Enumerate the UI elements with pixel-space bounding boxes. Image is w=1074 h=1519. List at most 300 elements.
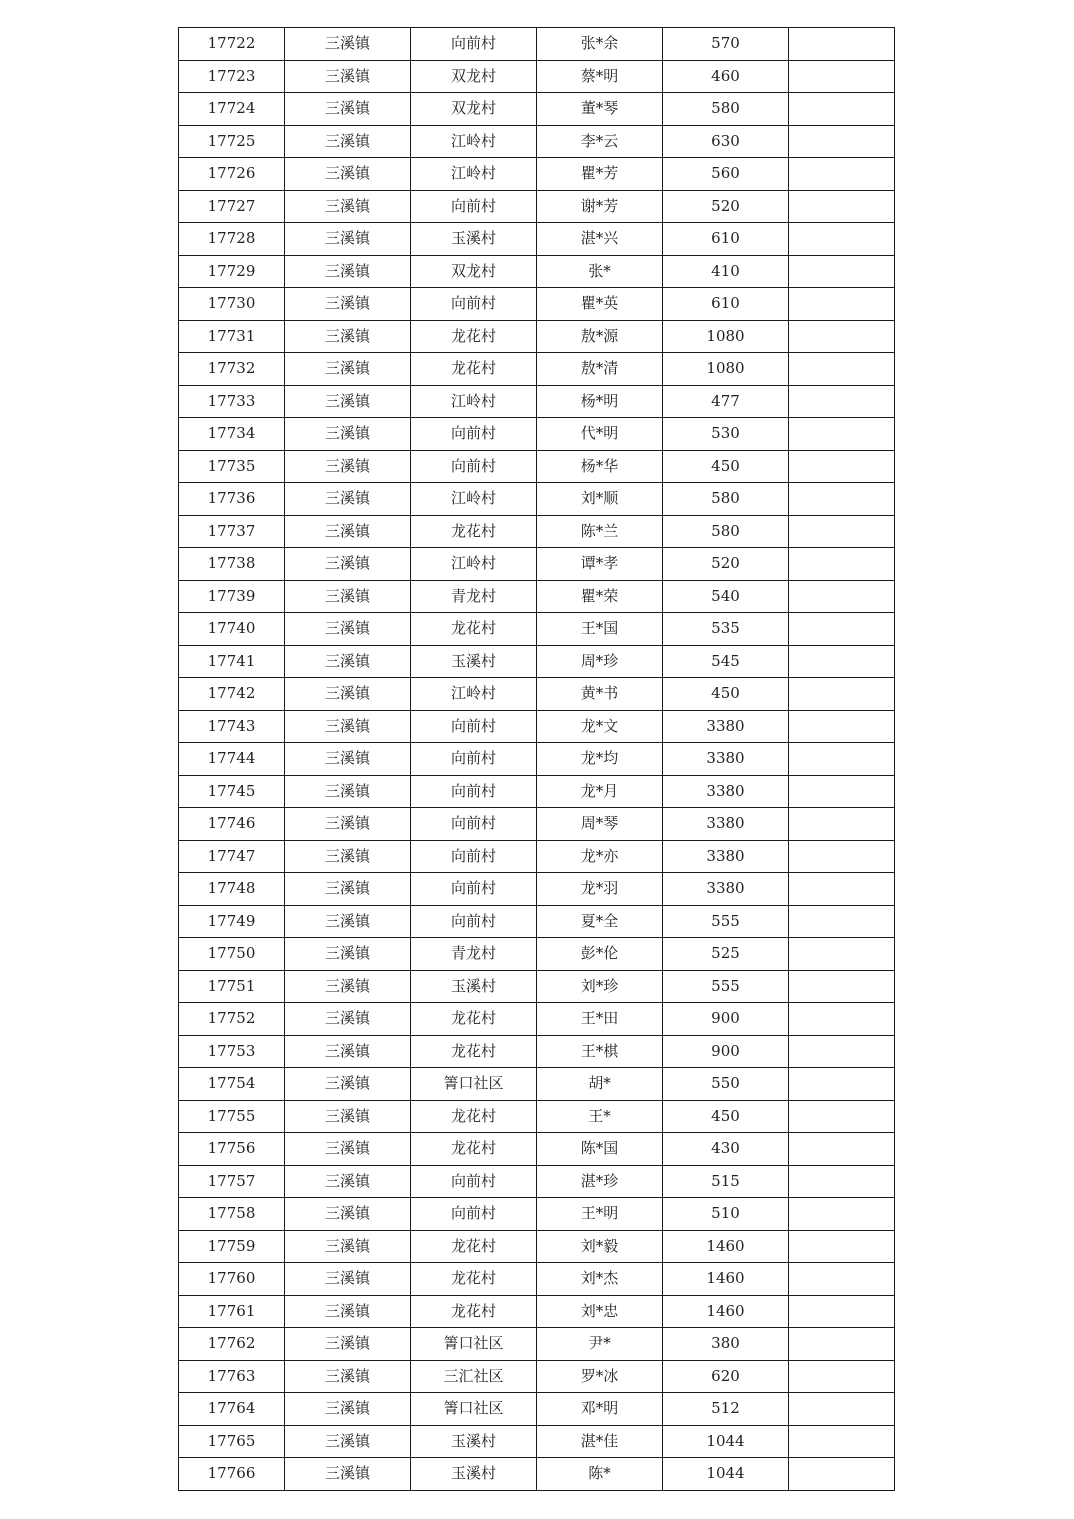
table-row xyxy=(179,385,895,418)
village-cell: 向前村 xyxy=(411,873,537,906)
serial-number-cell: 17751 xyxy=(179,970,285,1003)
remarks-cell xyxy=(789,223,895,256)
table-row xyxy=(179,1295,895,1328)
table-row xyxy=(179,1230,895,1263)
name-cell: 蔡*明 xyxy=(537,60,663,93)
serial-number-cell: 17724 xyxy=(179,93,285,126)
name-cell: 张*余 xyxy=(537,28,663,61)
town-cell: 三溪镇 xyxy=(285,808,411,841)
name-cell: 张* xyxy=(537,255,663,288)
serial-number-cell: 17747 xyxy=(179,840,285,873)
table-row xyxy=(179,873,895,906)
remarks-cell xyxy=(789,93,895,126)
village-cell: 向前村 xyxy=(411,418,537,451)
village-cell: 双龙村 xyxy=(411,60,537,93)
amount-cell: 3380 xyxy=(663,743,789,776)
village-cell: 青龙村 xyxy=(411,938,537,971)
serial-number-cell: 17764 xyxy=(179,1393,285,1426)
village-cell: 玉溪村 xyxy=(411,1425,537,1458)
remarks-cell xyxy=(789,1230,895,1263)
table-row xyxy=(179,743,895,776)
table-row xyxy=(179,775,895,808)
serial-number-cell: 17753 xyxy=(179,1035,285,1068)
name-cell: 瞿*英 xyxy=(537,288,663,321)
serial-number-cell: 17742 xyxy=(179,678,285,711)
village-cell: 龙花村 xyxy=(411,1133,537,1166)
remarks-cell xyxy=(789,1263,895,1296)
town-cell: 三溪镇 xyxy=(285,385,411,418)
amount-cell: 540 xyxy=(663,580,789,613)
town-cell: 三溪镇 xyxy=(285,158,411,191)
amount-cell: 430 xyxy=(663,1133,789,1166)
serial-number-cell: 17763 xyxy=(179,1360,285,1393)
town-cell: 三溪镇 xyxy=(285,1198,411,1231)
table-row xyxy=(179,710,895,743)
town-cell: 三溪镇 xyxy=(285,1165,411,1198)
serial-number-cell: 17734 xyxy=(179,418,285,451)
town-cell: 三溪镇 xyxy=(285,1100,411,1133)
amount-cell: 3380 xyxy=(663,808,789,841)
village-cell: 箐口社区 xyxy=(411,1328,537,1361)
town-cell: 三溪镇 xyxy=(285,515,411,548)
amount-cell: 1080 xyxy=(663,320,789,353)
town-cell: 三溪镇 xyxy=(285,548,411,581)
table-row xyxy=(179,645,895,678)
name-cell: 龙*均 xyxy=(537,743,663,776)
village-cell: 三汇社区 xyxy=(411,1360,537,1393)
remarks-cell xyxy=(789,970,895,1003)
remarks-cell xyxy=(789,678,895,711)
village-cell: 向前村 xyxy=(411,450,537,483)
table-row xyxy=(179,1165,895,1198)
amount-cell: 570 xyxy=(663,28,789,61)
village-cell: 向前村 xyxy=(411,775,537,808)
remarks-cell xyxy=(789,255,895,288)
remarks-cell xyxy=(789,385,895,418)
name-cell: 夏*全 xyxy=(537,905,663,938)
village-cell: 江岭村 xyxy=(411,548,537,581)
remarks-cell xyxy=(789,450,895,483)
serial-number-cell: 17730 xyxy=(179,288,285,321)
serial-number-cell: 17731 xyxy=(179,320,285,353)
remarks-cell xyxy=(789,1003,895,1036)
table-row xyxy=(179,223,895,256)
amount-cell: 525 xyxy=(663,938,789,971)
serial-number-cell: 17732 xyxy=(179,353,285,386)
name-cell: 刘*忠 xyxy=(537,1295,663,1328)
amount-cell: 1460 xyxy=(663,1230,789,1263)
table-row xyxy=(179,1100,895,1133)
serial-number-cell: 17749 xyxy=(179,905,285,938)
serial-number-cell: 17743 xyxy=(179,710,285,743)
village-cell: 玉溪村 xyxy=(411,970,537,1003)
amount-cell: 520 xyxy=(663,190,789,223)
table-row xyxy=(179,1198,895,1231)
table-row xyxy=(179,1068,895,1101)
serial-number-cell: 17735 xyxy=(179,450,285,483)
table-row xyxy=(179,970,895,1003)
name-cell: 李*云 xyxy=(537,125,663,158)
table-row xyxy=(179,580,895,613)
village-cell: 向前村 xyxy=(411,1165,537,1198)
town-cell: 三溪镇 xyxy=(285,320,411,353)
serial-number-cell: 17758 xyxy=(179,1198,285,1231)
table-body xyxy=(179,28,895,1491)
name-cell: 谭*孝 xyxy=(537,548,663,581)
village-cell: 向前村 xyxy=(411,190,537,223)
table-row xyxy=(179,450,895,483)
remarks-cell xyxy=(789,1068,895,1101)
town-cell: 三溪镇 xyxy=(285,1360,411,1393)
name-cell: 黄*书 xyxy=(537,678,663,711)
town-cell: 三溪镇 xyxy=(285,1230,411,1263)
amount-cell: 900 xyxy=(663,1035,789,1068)
name-cell: 龙*月 xyxy=(537,775,663,808)
town-cell: 三溪镇 xyxy=(285,678,411,711)
amount-cell: 380 xyxy=(663,1328,789,1361)
village-cell: 龙花村 xyxy=(411,353,537,386)
town-cell: 三溪镇 xyxy=(285,1068,411,1101)
name-cell: 瞿*荣 xyxy=(537,580,663,613)
town-cell: 三溪镇 xyxy=(285,1035,411,1068)
amount-cell: 460 xyxy=(663,60,789,93)
table-row xyxy=(179,1393,895,1426)
amount-cell: 1044 xyxy=(663,1425,789,1458)
serial-number-cell: 17741 xyxy=(179,645,285,678)
serial-number-cell: 17725 xyxy=(179,125,285,158)
table-row xyxy=(179,1263,895,1296)
amount-cell: 535 xyxy=(663,613,789,646)
serial-number-cell: 17737 xyxy=(179,515,285,548)
village-cell: 向前村 xyxy=(411,710,537,743)
remarks-cell xyxy=(789,645,895,678)
serial-number-cell: 17759 xyxy=(179,1230,285,1263)
name-cell: 陈*兰 xyxy=(537,515,663,548)
amount-cell: 555 xyxy=(663,970,789,1003)
amount-cell: 410 xyxy=(663,255,789,288)
amount-cell: 555 xyxy=(663,905,789,938)
town-cell: 三溪镇 xyxy=(285,288,411,321)
village-cell: 箐口社区 xyxy=(411,1068,537,1101)
name-cell: 罗*冰 xyxy=(537,1360,663,1393)
table-row xyxy=(179,93,895,126)
amount-cell: 1080 xyxy=(663,353,789,386)
name-cell: 王*明 xyxy=(537,1198,663,1231)
town-cell: 三溪镇 xyxy=(285,905,411,938)
remarks-cell xyxy=(789,1458,895,1491)
subsidy-table xyxy=(178,27,895,1491)
serial-number-cell: 17722 xyxy=(179,28,285,61)
amount-cell: 3380 xyxy=(663,840,789,873)
name-cell: 周*珍 xyxy=(537,645,663,678)
town-cell: 三溪镇 xyxy=(285,255,411,288)
name-cell: 龙*亦 xyxy=(537,840,663,873)
village-cell: 江岭村 xyxy=(411,483,537,516)
remarks-cell xyxy=(789,938,895,971)
serial-number-cell: 17740 xyxy=(179,613,285,646)
amount-cell: 580 xyxy=(663,93,789,126)
village-cell: 向前村 xyxy=(411,905,537,938)
village-cell: 江岭村 xyxy=(411,125,537,158)
town-cell: 三溪镇 xyxy=(285,1133,411,1166)
table-row xyxy=(179,1425,895,1458)
town-cell: 三溪镇 xyxy=(285,418,411,451)
remarks-cell xyxy=(789,710,895,743)
town-cell: 三溪镇 xyxy=(285,1295,411,1328)
amount-cell: 3380 xyxy=(663,775,789,808)
table-row xyxy=(179,190,895,223)
name-cell: 王*棋 xyxy=(537,1035,663,1068)
town-cell: 三溪镇 xyxy=(285,613,411,646)
village-cell: 江岭村 xyxy=(411,385,537,418)
table-row xyxy=(179,1035,895,1068)
serial-number-cell: 17755 xyxy=(179,1100,285,1133)
name-cell: 代*明 xyxy=(537,418,663,451)
village-cell: 江岭村 xyxy=(411,678,537,711)
village-cell: 向前村 xyxy=(411,840,537,873)
name-cell: 龙*文 xyxy=(537,710,663,743)
remarks-cell xyxy=(789,1198,895,1231)
town-cell: 三溪镇 xyxy=(285,645,411,678)
remarks-cell xyxy=(789,1425,895,1458)
name-cell: 陈* xyxy=(537,1458,663,1491)
table-row xyxy=(179,1003,895,1036)
remarks-cell xyxy=(789,613,895,646)
serial-number-cell: 17727 xyxy=(179,190,285,223)
name-cell: 周*琴 xyxy=(537,808,663,841)
table-row xyxy=(179,255,895,288)
village-cell: 江岭村 xyxy=(411,158,537,191)
name-cell: 王*田 xyxy=(537,1003,663,1036)
remarks-cell xyxy=(789,580,895,613)
village-cell: 向前村 xyxy=(411,808,537,841)
table-row xyxy=(179,515,895,548)
amount-cell: 560 xyxy=(663,158,789,191)
table-row xyxy=(179,1133,895,1166)
amount-cell: 512 xyxy=(663,1393,789,1426)
name-cell: 龙*羽 xyxy=(537,873,663,906)
town-cell: 三溪镇 xyxy=(285,60,411,93)
town-cell: 三溪镇 xyxy=(285,1425,411,1458)
remarks-cell xyxy=(789,873,895,906)
serial-number-cell: 17748 xyxy=(179,873,285,906)
town-cell: 三溪镇 xyxy=(285,710,411,743)
remarks-cell xyxy=(789,1360,895,1393)
village-cell: 龙花村 xyxy=(411,1100,537,1133)
remarks-cell xyxy=(789,60,895,93)
remarks-cell xyxy=(789,1328,895,1361)
remarks-cell xyxy=(789,840,895,873)
remarks-cell xyxy=(789,515,895,548)
remarks-cell xyxy=(789,125,895,158)
town-cell: 三溪镇 xyxy=(285,353,411,386)
remarks-cell xyxy=(789,775,895,808)
amount-cell: 515 xyxy=(663,1165,789,1198)
amount-cell: 450 xyxy=(663,1100,789,1133)
town-cell: 三溪镇 xyxy=(285,938,411,971)
village-cell: 龙花村 xyxy=(411,1230,537,1263)
amount-cell: 620 xyxy=(663,1360,789,1393)
town-cell: 三溪镇 xyxy=(285,775,411,808)
remarks-cell xyxy=(789,158,895,191)
amount-cell: 610 xyxy=(663,223,789,256)
village-cell: 龙花村 xyxy=(411,1295,537,1328)
serial-number-cell: 17752 xyxy=(179,1003,285,1036)
table-row xyxy=(179,808,895,841)
table-row xyxy=(179,288,895,321)
remarks-cell xyxy=(789,1100,895,1133)
serial-number-cell: 17733 xyxy=(179,385,285,418)
amount-cell: 1044 xyxy=(663,1458,789,1491)
remarks-cell xyxy=(789,353,895,386)
serial-number-cell: 17762 xyxy=(179,1328,285,1361)
remarks-cell xyxy=(789,1295,895,1328)
name-cell: 杨*华 xyxy=(537,450,663,483)
village-cell: 双龙村 xyxy=(411,255,537,288)
village-cell: 龙花村 xyxy=(411,1003,537,1036)
town-cell: 三溪镇 xyxy=(285,1003,411,1036)
amount-cell: 900 xyxy=(663,1003,789,1036)
serial-number-cell: 17766 xyxy=(179,1458,285,1491)
amount-cell: 530 xyxy=(663,418,789,451)
town-cell: 三溪镇 xyxy=(285,970,411,1003)
amount-cell: 550 xyxy=(663,1068,789,1101)
village-cell: 龙花村 xyxy=(411,613,537,646)
table-row xyxy=(179,125,895,158)
serial-number-cell: 17754 xyxy=(179,1068,285,1101)
remarks-cell xyxy=(789,1393,895,1426)
name-cell: 杨*明 xyxy=(537,385,663,418)
village-cell: 向前村 xyxy=(411,288,537,321)
amount-cell: 450 xyxy=(663,678,789,711)
remarks-cell xyxy=(789,1133,895,1166)
amount-cell: 1460 xyxy=(663,1295,789,1328)
town-cell: 三溪镇 xyxy=(285,1263,411,1296)
town-cell: 三溪镇 xyxy=(285,873,411,906)
remarks-cell xyxy=(789,288,895,321)
amount-cell: 477 xyxy=(663,385,789,418)
town-cell: 三溪镇 xyxy=(285,580,411,613)
amount-cell: 450 xyxy=(663,450,789,483)
village-cell: 龙花村 xyxy=(411,1263,537,1296)
village-cell: 双龙村 xyxy=(411,93,537,126)
table-row xyxy=(179,613,895,646)
name-cell: 谢*芳 xyxy=(537,190,663,223)
town-cell: 三溪镇 xyxy=(285,483,411,516)
village-cell: 向前村 xyxy=(411,743,537,776)
serial-number-cell: 17728 xyxy=(179,223,285,256)
name-cell: 湛*兴 xyxy=(537,223,663,256)
remarks-cell xyxy=(789,905,895,938)
village-cell: 向前村 xyxy=(411,28,537,61)
village-cell: 青龙村 xyxy=(411,580,537,613)
village-cell: 箐口社区 xyxy=(411,1393,537,1426)
serial-number-cell: 17757 xyxy=(179,1165,285,1198)
name-cell: 董*琴 xyxy=(537,93,663,126)
serial-number-cell: 17746 xyxy=(179,808,285,841)
serial-number-cell: 17765 xyxy=(179,1425,285,1458)
village-cell: 玉溪村 xyxy=(411,223,537,256)
serial-number-cell: 17745 xyxy=(179,775,285,808)
table-row xyxy=(179,1328,895,1361)
table-row xyxy=(179,483,895,516)
table-row xyxy=(179,353,895,386)
amount-cell: 1460 xyxy=(663,1263,789,1296)
amount-cell: 510 xyxy=(663,1198,789,1231)
remarks-cell xyxy=(789,320,895,353)
table-row xyxy=(179,418,895,451)
remarks-cell xyxy=(789,548,895,581)
town-cell: 三溪镇 xyxy=(285,223,411,256)
serial-number-cell: 17761 xyxy=(179,1295,285,1328)
name-cell: 王*国 xyxy=(537,613,663,646)
village-cell: 龙花村 xyxy=(411,1035,537,1068)
table-row xyxy=(179,905,895,938)
village-cell: 向前村 xyxy=(411,1198,537,1231)
amount-cell: 3380 xyxy=(663,710,789,743)
town-cell: 三溪镇 xyxy=(285,1328,411,1361)
name-cell: 胡* xyxy=(537,1068,663,1101)
name-cell: 刘*珍 xyxy=(537,970,663,1003)
name-cell: 瞿*芳 xyxy=(537,158,663,191)
table-row xyxy=(179,1458,895,1491)
name-cell: 湛*珍 xyxy=(537,1165,663,1198)
remarks-cell xyxy=(789,1035,895,1068)
town-cell: 三溪镇 xyxy=(285,93,411,126)
name-cell: 彭*伦 xyxy=(537,938,663,971)
serial-number-cell: 17756 xyxy=(179,1133,285,1166)
amount-cell: 630 xyxy=(663,125,789,158)
village-cell: 玉溪村 xyxy=(411,645,537,678)
name-cell: 刘*顺 xyxy=(537,483,663,516)
town-cell: 三溪镇 xyxy=(285,450,411,483)
town-cell: 三溪镇 xyxy=(285,1393,411,1426)
serial-number-cell: 17736 xyxy=(179,483,285,516)
name-cell: 刘*杰 xyxy=(537,1263,663,1296)
amount-cell: 580 xyxy=(663,483,789,516)
name-cell: 敖*清 xyxy=(537,353,663,386)
amount-cell: 520 xyxy=(663,548,789,581)
town-cell: 三溪镇 xyxy=(285,125,411,158)
name-cell: 邓*明 xyxy=(537,1393,663,1426)
remarks-cell xyxy=(789,418,895,451)
town-cell: 三溪镇 xyxy=(285,1458,411,1491)
name-cell: 湛*佳 xyxy=(537,1425,663,1458)
table-row xyxy=(179,678,895,711)
name-cell: 尹* xyxy=(537,1328,663,1361)
remarks-cell xyxy=(789,483,895,516)
table-row xyxy=(179,28,895,61)
town-cell: 三溪镇 xyxy=(285,190,411,223)
remarks-cell xyxy=(789,28,895,61)
table-row xyxy=(179,60,895,93)
amount-cell: 3380 xyxy=(663,873,789,906)
serial-number-cell: 17738 xyxy=(179,548,285,581)
table-row xyxy=(179,938,895,971)
serial-number-cell: 17739 xyxy=(179,580,285,613)
table-row xyxy=(179,548,895,581)
serial-number-cell: 17760 xyxy=(179,1263,285,1296)
name-cell: 刘*毅 xyxy=(537,1230,663,1263)
name-cell: 王* xyxy=(537,1100,663,1133)
town-cell: 三溪镇 xyxy=(285,28,411,61)
town-cell: 三溪镇 xyxy=(285,743,411,776)
name-cell: 陈*国 xyxy=(537,1133,663,1166)
serial-number-cell: 17729 xyxy=(179,255,285,288)
village-cell: 玉溪村 xyxy=(411,1458,537,1491)
town-cell: 三溪镇 xyxy=(285,840,411,873)
amount-cell: 610 xyxy=(663,288,789,321)
